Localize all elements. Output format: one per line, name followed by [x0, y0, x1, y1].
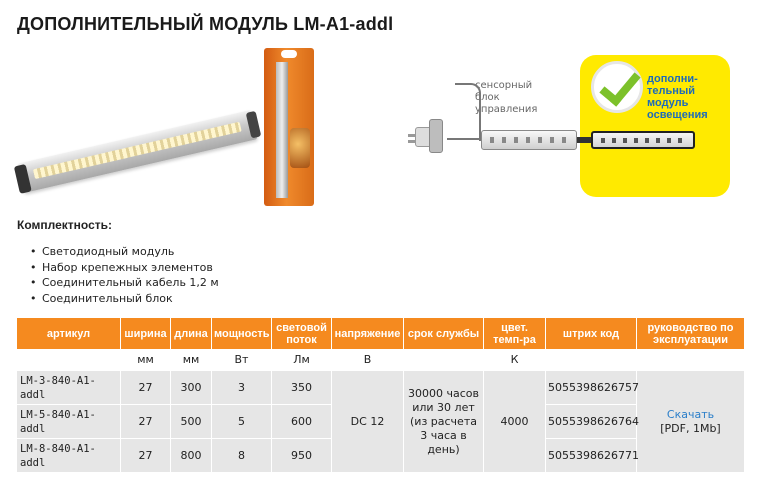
unit-cell: К [484, 350, 546, 371]
kit-list [42, 244, 219, 306]
col-width: ширина [121, 318, 171, 350]
col-cct: цвет. темп-ра [484, 318, 546, 350]
package-image [264, 48, 314, 206]
wire [447, 138, 482, 140]
barcode-cell: 5055398626771 [546, 439, 637, 473]
list-item: • Набор крепежных элементов [42, 260, 219, 276]
unit-cell: В [332, 350, 404, 371]
cct-cell: 4000 [484, 371, 546, 473]
connector [577, 137, 591, 143]
product-image [18, 48, 308, 208]
sku-cell: LM-3-840-A1-addl [17, 371, 121, 405]
voltage-cell: DC 12 [332, 371, 404, 473]
sku-cell: LM-5-840-A1-addl [17, 405, 121, 439]
specs-table [16, 317, 745, 473]
width-cell: 27 [121, 439, 171, 473]
col-voltage: напряжение [332, 318, 404, 350]
download-link[interactable]: Скачать [666, 407, 715, 421]
package-led-strip [276, 62, 288, 198]
list-item: • Соединительный блок [42, 291, 219, 307]
col-manual: руководство по эксплуатации [637, 318, 745, 350]
length-cell: 500 [171, 405, 212, 439]
package-food-image [290, 128, 310, 168]
addon-module [591, 131, 695, 149]
barcode-cell: 5055398626757 [546, 371, 637, 405]
col-length: длина [171, 318, 212, 350]
sensor-label: сенсорный блок управления [475, 80, 538, 115]
flux-cell: 350 [272, 371, 332, 405]
unit-cell: мм [171, 350, 212, 371]
life-cell: 30000 часов или 30 лет (из расчета 3 часа в день) [404, 371, 484, 473]
file-info: [PDF, 1Mb] [660, 421, 721, 435]
table-header [17, 318, 745, 350]
green-checkmark-icon [591, 61, 643, 113]
col-sku: артикул [17, 318, 121, 350]
led-bar-image [17, 110, 258, 193]
length-cell: 300 [171, 371, 212, 405]
power-cell: 3 [212, 371, 272, 405]
power-cell: 8 [212, 439, 272, 473]
unit-cell: мм [121, 350, 171, 371]
sku-cell: LM-8-840-A1-addl [17, 439, 121, 473]
unit-cell [17, 350, 121, 371]
unit-cell [637, 350, 745, 371]
unit-cell: Лм [272, 350, 332, 371]
power-adapter-icon [429, 119, 443, 153]
flux-cell: 950 [272, 439, 332, 473]
page-title: ДОПОЛНИТЕЛЬНЫЙ МОДУЛЬ LM-A1-addl [17, 14, 394, 34]
sensor-block [481, 130, 577, 150]
end-cap-right [246, 111, 262, 139]
power-cell: 5 [212, 405, 272, 439]
led-strip [33, 122, 242, 179]
unit-cell: Вт [212, 350, 272, 371]
list-item: • Соединительный кабель 1,2 м [42, 275, 219, 291]
table-row [17, 371, 745, 405]
list-item: • Светодиодный модуль [42, 244, 219, 260]
width-cell: 27 [121, 405, 171, 439]
unit-cell [546, 350, 637, 371]
units-row [17, 350, 745, 371]
unit-cell [404, 350, 484, 371]
manual-cell [637, 371, 745, 473]
flux-cell: 600 [272, 405, 332, 439]
col-life: срок службы [404, 318, 484, 350]
end-cap-left [14, 164, 32, 194]
connection-diagram [395, 55, 755, 215]
addon-label: дополни-тельный модуль освещения [647, 73, 708, 121]
length-cell: 800 [171, 439, 212, 473]
kit-title: Комплектность: [17, 218, 112, 232]
barcode-cell: 5055398626764 [546, 405, 637, 439]
col-flux: световой поток [272, 318, 332, 350]
package-hang-hole [281, 50, 297, 58]
width-cell: 27 [121, 371, 171, 405]
col-power: мощность [212, 318, 272, 350]
col-barcode: штрих код [546, 318, 637, 350]
cable [455, 83, 481, 141]
